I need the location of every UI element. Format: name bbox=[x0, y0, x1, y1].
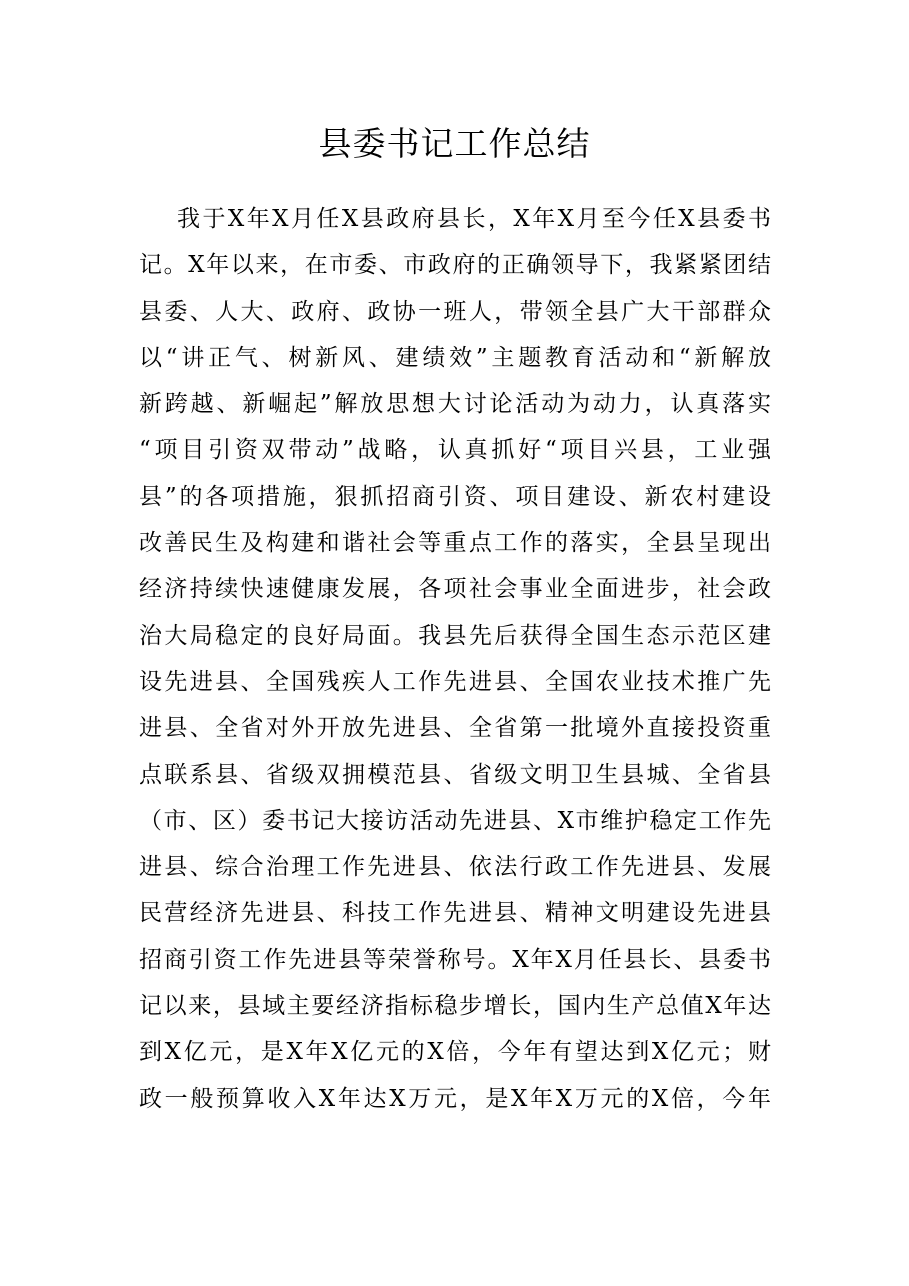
body-line: 记以来，县域主要经济指标稳步增长，国内生产总值X年达 bbox=[139, 993, 771, 1020]
body-line: 政一般预算收入X年达X万元，是X年X万元的X倍，今年 bbox=[139, 1085, 771, 1112]
body-line: 招商引资工作先进县等荣誉称号。X年X月任县长、县委书 bbox=[139, 946, 771, 973]
body-line: 民营经济先进县、科技工作先进县、精神文明建设先进县 bbox=[139, 900, 771, 927]
body-line: 点联系县、省级双拥模范县、省级文明卫生县城、全省县 bbox=[139, 761, 771, 788]
body-line: 进县、综合治理工作先进县、依法行政工作先进县、发展 bbox=[139, 854, 771, 881]
document-body bbox=[139, 196, 771, 1122]
body-line: 治大局稳定的良好局面。我县先后获得全国生态示范区建 bbox=[139, 622, 771, 649]
body-line: 县委、人大、政府、政协一班人，带领全县广大干部群众 bbox=[139, 298, 771, 325]
body-line: 进县、全省对外开放先进县、全省第一批境外直接投资重 bbox=[139, 715, 771, 742]
body-line: 我于X年X月任X县政府县长，X年X月至今任X县委书 bbox=[177, 206, 771, 232]
body-line: 县”的各项措施，狠抓招商引资、项目建设、新农村建设 bbox=[139, 483, 771, 510]
document-title: 县委书记工作总结 bbox=[318, 124, 591, 163]
body-line: 到X亿元，是X年X亿元的X倍，今年有望达到X亿元；财 bbox=[139, 1039, 771, 1066]
body-line: 新跨越、新崛起”解放思想大讨论活动为动力，认真落实 bbox=[139, 391, 771, 418]
body-line: “项目引资双带动”战略，认真抓好“项目兴县，工业强 bbox=[139, 437, 771, 464]
body-line: 经济持续快速健康发展，各项社会事业全面进步，社会政 bbox=[139, 576, 771, 603]
body-line: 记。X年以来，在市委、市政府的正确领导下，我紧紧团结 bbox=[139, 252, 771, 279]
body-line: （市、区）委书记大接访活动先进县、X市维护稳定工作先 bbox=[139, 807, 771, 834]
body-line: 设先进县、全国残疾人工作先进县、全国农业技术推广先 bbox=[139, 668, 771, 695]
body-line: 以“讲正气、树新风、建绩效”主题教育活动和“新解放 bbox=[139, 344, 771, 371]
body-line: 改善民生及构建和谐社会等重点工作的落实，全县呈现出 bbox=[139, 530, 771, 557]
